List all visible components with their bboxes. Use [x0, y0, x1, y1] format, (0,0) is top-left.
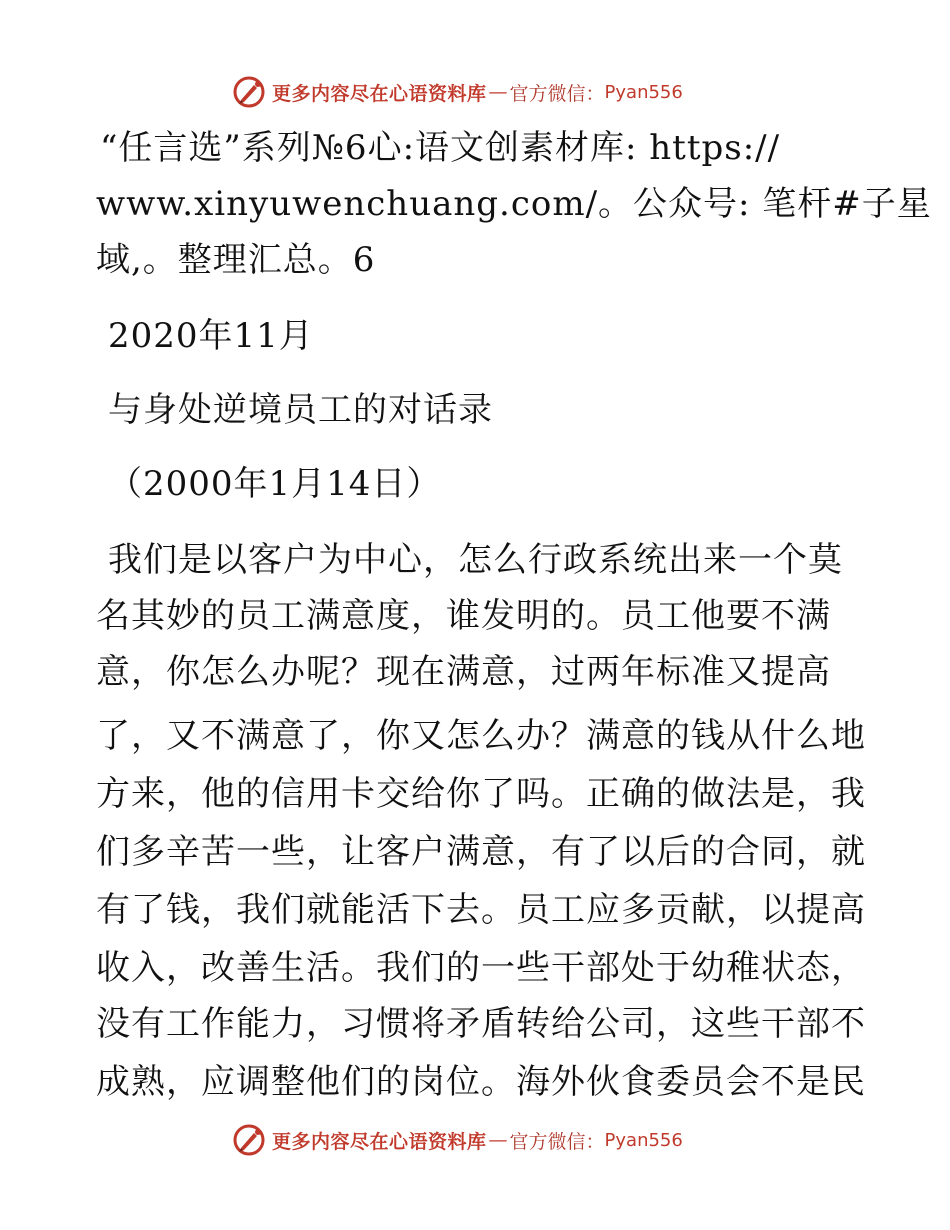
intro-line-1: “任言选”系列№6心:语文创素材库: https://: [100, 128, 781, 168]
body-line: 成熟，应调整他们的岗位。海外伙食委员会不是民: [96, 1062, 866, 1102]
body-line: 我们是以客户为中心，怎么行政系统出来一个莫: [108, 540, 843, 580]
intro-line-3: 域,。整理汇总。6: [96, 240, 376, 280]
intro-line-2: www.xinyuwenchuang.com/。公众号: 笔杆#子星: [96, 184, 932, 224]
banner-main-text: 更多内容尽在心语资料库: [272, 1130, 487, 1153]
footer-banner: [232, 1120, 752, 1160]
body-line: 没有工作能力，习惯将矛盾转给公司，这些干部不: [96, 1004, 866, 1044]
banner-label: 官方微信：: [509, 1130, 605, 1153]
banner-label: 官方微信：: [509, 82, 605, 105]
body-line: 收入，改善生活。我们的一些干部处于幼稚状态，: [96, 948, 866, 988]
body-line: 意，你怎么办呢？现在满意，过两年标准又提高: [96, 652, 831, 692]
banner-account: Pyan556: [604, 81, 683, 103]
document-date: 2020年11月: [108, 316, 314, 356]
pen-logo-icon: [232, 1123, 266, 1157]
pen-logo-icon: [232, 75, 266, 109]
body-line: 们多辛苦一些，让客户满意，有了以后的合同，就: [96, 832, 866, 872]
document-subtitle-date: （2000年1月14日）: [108, 464, 442, 504]
body-line: 方来，他的信用卡交给你了吗。正确的做法是，我: [96, 774, 866, 814]
banner-dash: —: [488, 1129, 508, 1151]
banner-main-text: 更多内容尽在心语资料库: [272, 82, 487, 105]
body-line: 有了钱，我们就能活下去。员工应多贡献，以提高: [96, 890, 866, 930]
banner-account: Pyan556: [604, 1129, 683, 1151]
body-line: 名其妙的员工满意度，谁发明的。员工他要不满: [96, 596, 831, 636]
banner-dash: —: [488, 81, 508, 103]
body-line: 了，又不满意了，你又怎么办？满意的钱从什么地: [96, 716, 866, 756]
document-title: 与身处逆境员工的对话录: [108, 390, 493, 430]
header-banner: [232, 72, 752, 112]
